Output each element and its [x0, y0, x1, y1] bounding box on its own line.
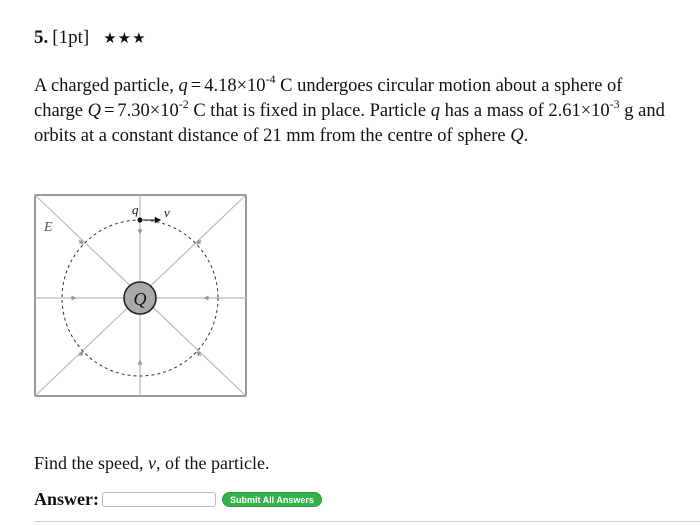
problem-text: g and — [624, 101, 665, 121]
question-prompt: Find the speed, v, of the particle. — [34, 453, 270, 473]
particle-q — [137, 217, 142, 222]
answer-input[interactable] — [102, 492, 216, 507]
question-points: [1pt] — [52, 27, 90, 48]
mass-value: has a mass of 2.61×10 — [444, 101, 610, 121]
Q-value: 7.30×10 — [117, 101, 179, 121]
field-label: E — [44, 220, 53, 235]
v-symbol: v — [148, 453, 156, 473]
question-number: 5. — [34, 27, 49, 48]
problem-text: C undergoes circular motion about a sphere of — [280, 76, 623, 96]
problem-text: charge — [34, 101, 83, 121]
particle-label: q — [132, 202, 139, 217]
problem-statement: A charged particle, $q = 4.18\times 10^{-4}$ C undergoes circular motion about a sphere of charge $Q = 7.30\times 10^{-2}$ C that is fixed in place. Particle q has a mass of $2.61\times 10^{-3}$ g and orbits at a constant distance of 21 mm from the centre of sphere Q. — [34, 71, 665, 146]
q-value: 4.18×10 — [204, 76, 266, 96]
submit-all-answers-button[interactable]: Submit All Answers — [222, 492, 322, 507]
question-header — [34, 27, 147, 49]
problem-text: orbits at a constant distance of 21 mm from the centre of sphere — [34, 126, 506, 146]
Q-symbol: Q — [510, 126, 524, 146]
sphere-label: Q — [133, 289, 147, 309]
Q-symbol: Q — [87, 101, 101, 121]
mass-exponent: -3 — [609, 96, 620, 111]
q-symbol: q — [430, 101, 440, 121]
answer-row — [34, 489, 322, 510]
divider — [34, 521, 700, 522]
answer-label: Answer: — [34, 489, 99, 509]
Q-exponent: -2 — [178, 96, 189, 111]
velocity-label: v — [164, 205, 170, 220]
problem-text: C that is fixed in place. Particle — [193, 101, 427, 121]
q-symbol: q — [178, 76, 188, 96]
problem-text: A charged particle, — [34, 76, 174, 96]
q-exponent: -4 — [265, 71, 276, 86]
difficulty-stars: ★★★ — [103, 29, 147, 47]
electric-field-diagram — [34, 194, 248, 398]
